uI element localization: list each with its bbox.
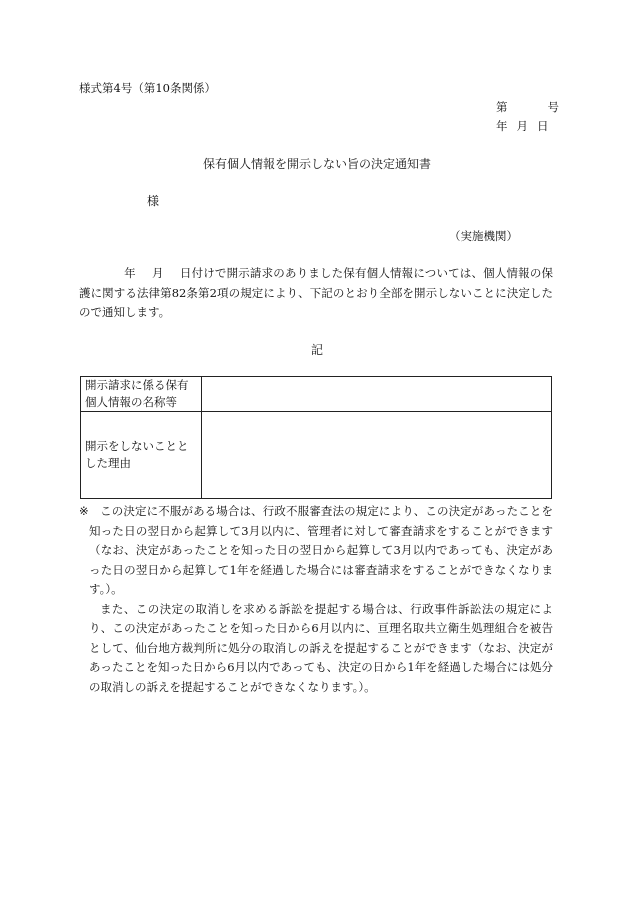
body-year: 年 xyxy=(124,266,136,280)
document-number-line xyxy=(496,99,559,115)
date-year: 年 xyxy=(496,119,508,133)
nondisclosure-reason-value xyxy=(202,412,552,499)
info-table xyxy=(80,376,552,499)
note-mark: ※ xyxy=(79,504,89,518)
document-title: 保有個人情報を開示しない旨の決定通知書 xyxy=(203,157,432,171)
note-appeal-text: この決定に不服がある場合は、行政不服審査法の規定により、この決定があったことを知った日の翌日から起算して3月以内に、管理者に対して審査請求をすることができます（なお、決定があったことを知った日の翌日から起算して3月以内であっても、決定があった日の翌日から起算して1年を経過した場合には審査請求をすることができなくなります。）。 xyxy=(89,504,553,596)
requested-info-value xyxy=(202,377,552,412)
number-prefix: 第 xyxy=(496,100,508,114)
addressee-suffix: 様 xyxy=(147,194,160,208)
nondisclosure-reason-label: 開示をしないこととした理由 xyxy=(81,412,202,499)
date-day: 日 xyxy=(537,119,549,133)
table-row xyxy=(81,377,552,412)
body-month: 月 xyxy=(151,266,164,280)
document-date-line xyxy=(496,118,549,134)
requested-info-label: 開示請求に係る保有個人情報の名称等 xyxy=(81,377,202,412)
form-number-label: 様式第4号（第10条関係） xyxy=(79,81,216,95)
ki-heading: 記 xyxy=(311,343,324,357)
note-appeal xyxy=(79,502,553,600)
number-suffix: 号 xyxy=(547,100,559,114)
implementing-agency: （実施機関） xyxy=(449,229,518,243)
body-paragraph xyxy=(79,264,553,323)
note-lawsuit: また、この決定の取消しを求める訴訟を提起する場合は、行政事件訴訟法の規定により、この決定があったことを知った日から6月以内に、亘理名取共立衛生処理組合を被告として、仙台地方裁判所に処分の取消しの訴えを提起することができます（なお、決定があったことを知った日から6月以内であっても、決定の日から1年を経過した場合には処分の取消しの訴えを提起することができなくなります。）。 xyxy=(89,601,553,694)
body-text: 日付けで開示請求のありました保有個人情報については、個人情報の保護に関する法律第82条第2項の規定により、下記のとおり全部を開示しないことに決定したので通知します。 xyxy=(79,266,554,319)
date-month: 月 xyxy=(516,119,528,133)
notes-section xyxy=(79,502,553,697)
table-row xyxy=(81,412,552,499)
